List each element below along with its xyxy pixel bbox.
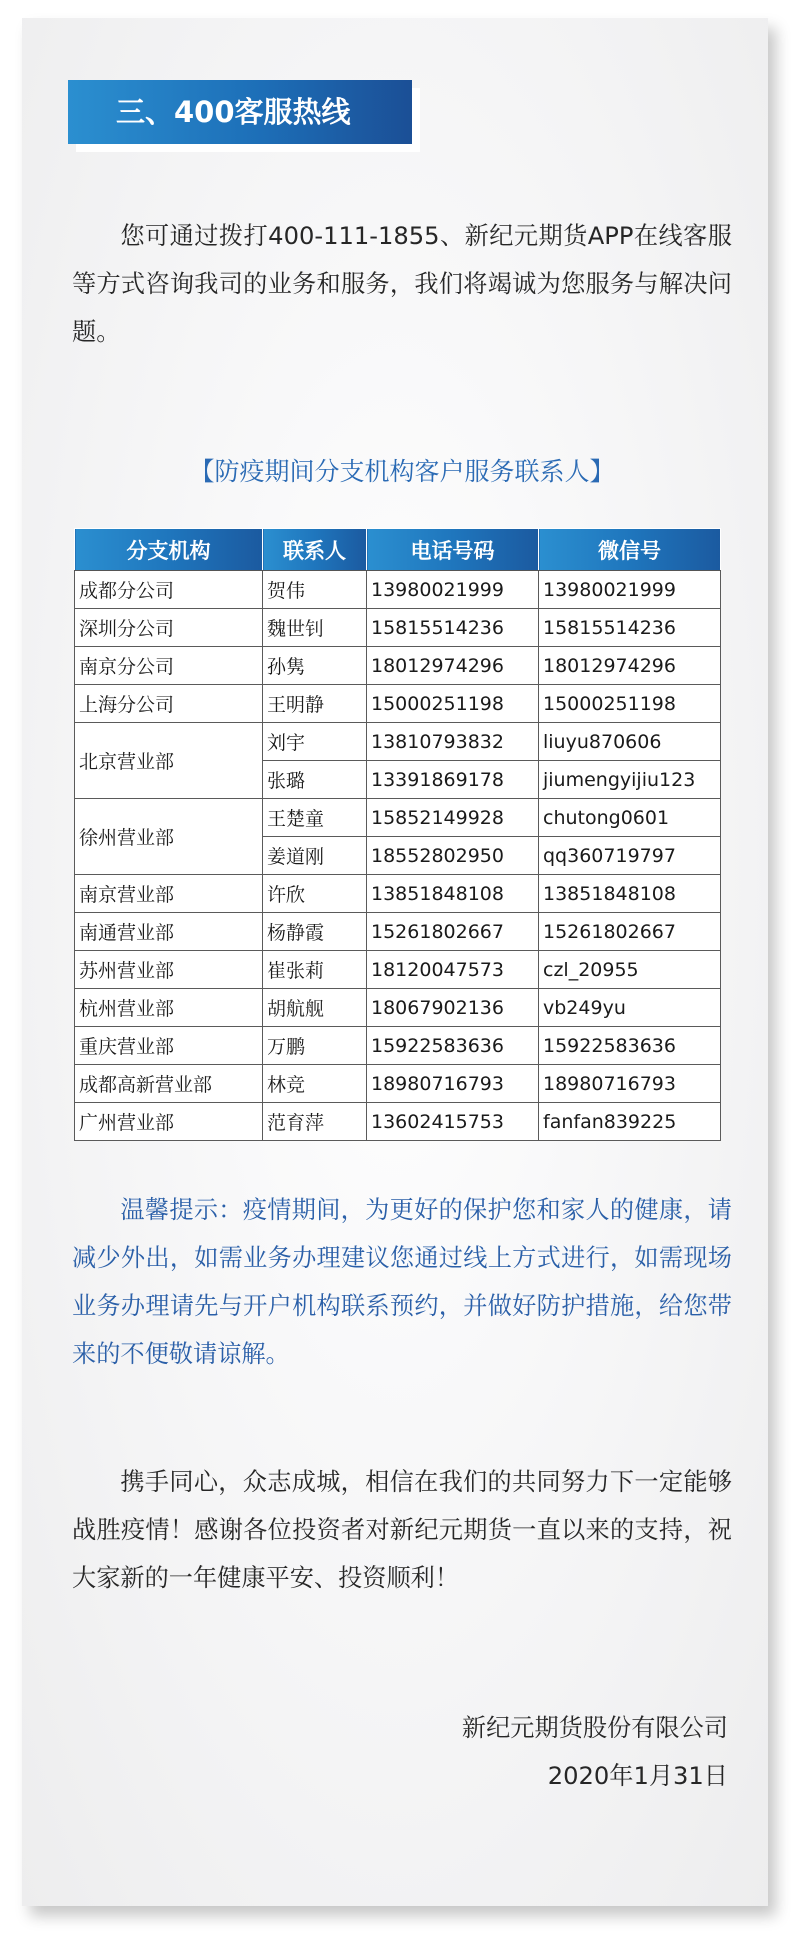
branch-cell: 重庆营业部	[75, 1027, 263, 1065]
contact-name-cell: 刘宇	[263, 723, 367, 761]
contact-name-cell: 孙隽	[263, 647, 367, 685]
branch-cell: 上海分公司	[75, 685, 263, 723]
phone-cell: 13391869178	[367, 761, 539, 799]
contacts-title: 【防疫期间分支机构客户服务联系人】	[189, 457, 615, 486]
wechat-cell: 15000251198	[539, 685, 721, 723]
closing-paragraph: 携手同心，众志成城，相信在我们的共同努力下一定能够战胜疫情！感谢各位投资者对新纪元期货一直以来的支持，祝大家新的一年健康平安、投资顺利！	[72, 1468, 732, 1592]
contact-name-cell: 魏世钊	[263, 609, 367, 647]
branch-cell: 成都高新营业部	[75, 1065, 263, 1103]
table-row	[75, 1103, 721, 1141]
header-wechat: 微信号	[539, 529, 721, 571]
header-phone: 电话号码	[367, 529, 539, 571]
contact-name-cell: 贺伟	[263, 571, 367, 609]
branch-cell: 深圳分公司	[75, 609, 263, 647]
intro-paragraph: 您可通过拨打400-111-1855、新纪元期货APP在线客服等方式咨询我司的业务和服务，我们将竭诚为您服务与解决问题。	[72, 222, 732, 346]
table-row	[75, 875, 721, 913]
phone-cell: 13602415753	[367, 1103, 539, 1141]
reminder-paragraph: 温馨提示：疫情期间，为更好的保护您和家人的健康，请减少外出，如需业务办理建议您通过线上方式进行，如需现场业务办理请先与开户机构联系预约，并做好防护措施，给您带来的不便敬请谅解。	[72, 1196, 732, 1368]
wechat-cell: liuyu870606	[539, 723, 721, 761]
section-heading	[68, 80, 420, 152]
wechat-cell: vb249yu	[539, 989, 721, 1027]
phone-cell: 18120047573	[367, 951, 539, 989]
contact-name-cell: 胡航舰	[263, 989, 367, 1027]
phone-cell: 13980021999	[367, 571, 539, 609]
phone-cell: 18012974296	[367, 647, 539, 685]
heading-title: 三、400客服热线	[68, 80, 412, 144]
table-row	[75, 647, 721, 685]
table-row	[75, 609, 721, 647]
branch-cell: 广州营业部	[75, 1103, 263, 1141]
wechat-cell: 18012974296	[539, 647, 721, 685]
table-row	[75, 913, 721, 951]
wechat-cell: 13851848108	[539, 875, 721, 913]
phone-cell: 15000251198	[367, 685, 539, 723]
table-row	[75, 723, 721, 761]
phone-cell: 15922583636	[367, 1027, 539, 1065]
contact-name-cell: 王明静	[263, 685, 367, 723]
table-header-row	[75, 529, 721, 571]
signature-date: 2020年1月31日	[547, 1762, 728, 1790]
contact-name-cell: 林竞	[263, 1065, 367, 1103]
contact-name-cell: 张璐	[263, 761, 367, 799]
phone-cell: 15815514236	[367, 609, 539, 647]
contact-name-cell: 许欣	[263, 875, 367, 913]
wechat-cell: 15261802667	[539, 913, 721, 951]
wechat-cell: chutong0601	[539, 799, 721, 837]
phone-cell: 18552802950	[367, 837, 539, 875]
branch-cell: 南京营业部	[75, 875, 263, 913]
contact-name-cell: 崔张莉	[263, 951, 367, 989]
contact-name-cell: 范育萍	[263, 1103, 367, 1141]
table-row	[75, 571, 721, 609]
wechat-cell: 13980021999	[539, 571, 721, 609]
branch-cell: 北京营业部	[75, 723, 263, 799]
wechat-cell: czl_20955	[539, 951, 721, 989]
contact-name-cell: 万鹏	[263, 1027, 367, 1065]
contact-name-cell: 王楚童	[263, 799, 367, 837]
table-row	[75, 1065, 721, 1103]
branch-cell: 南通营业部	[75, 913, 263, 951]
phone-cell: 18980716793	[367, 1065, 539, 1103]
contact-name-cell: 姜道刚	[263, 837, 367, 875]
header-contact: 联系人	[263, 529, 367, 571]
table-row	[75, 989, 721, 1027]
table-row	[75, 1027, 721, 1065]
header-branch: 分支机构	[75, 529, 263, 571]
table-row	[75, 799, 721, 837]
wechat-cell: jiumengyijiu123	[539, 761, 721, 799]
table-row	[75, 951, 721, 989]
contact-name-cell: 杨静霞	[263, 913, 367, 951]
branch-cell: 杭州营业部	[75, 989, 263, 1027]
phone-cell: 15261802667	[367, 913, 539, 951]
phone-cell: 15852149928	[367, 799, 539, 837]
branch-cell: 徐州营业部	[75, 799, 263, 875]
wechat-cell: qq360719797	[539, 837, 721, 875]
wechat-cell: 15815514236	[539, 609, 721, 647]
branch-cell: 苏州营业部	[75, 951, 263, 989]
wechat-cell: fanfan839225	[539, 1103, 721, 1141]
phone-cell: 13810793832	[367, 723, 539, 761]
contacts-table	[74, 528, 721, 1141]
wechat-cell: 15922583636	[539, 1027, 721, 1065]
branch-cell: 南京分公司	[75, 647, 263, 685]
phone-cell: 18067902136	[367, 989, 539, 1027]
phone-cell: 13851848108	[367, 875, 539, 913]
wechat-cell: 18980716793	[539, 1065, 721, 1103]
signature-company: 新纪元期货股份有限公司	[461, 1714, 728, 1742]
table-row	[75, 685, 721, 723]
branch-cell: 成都分公司	[75, 571, 263, 609]
